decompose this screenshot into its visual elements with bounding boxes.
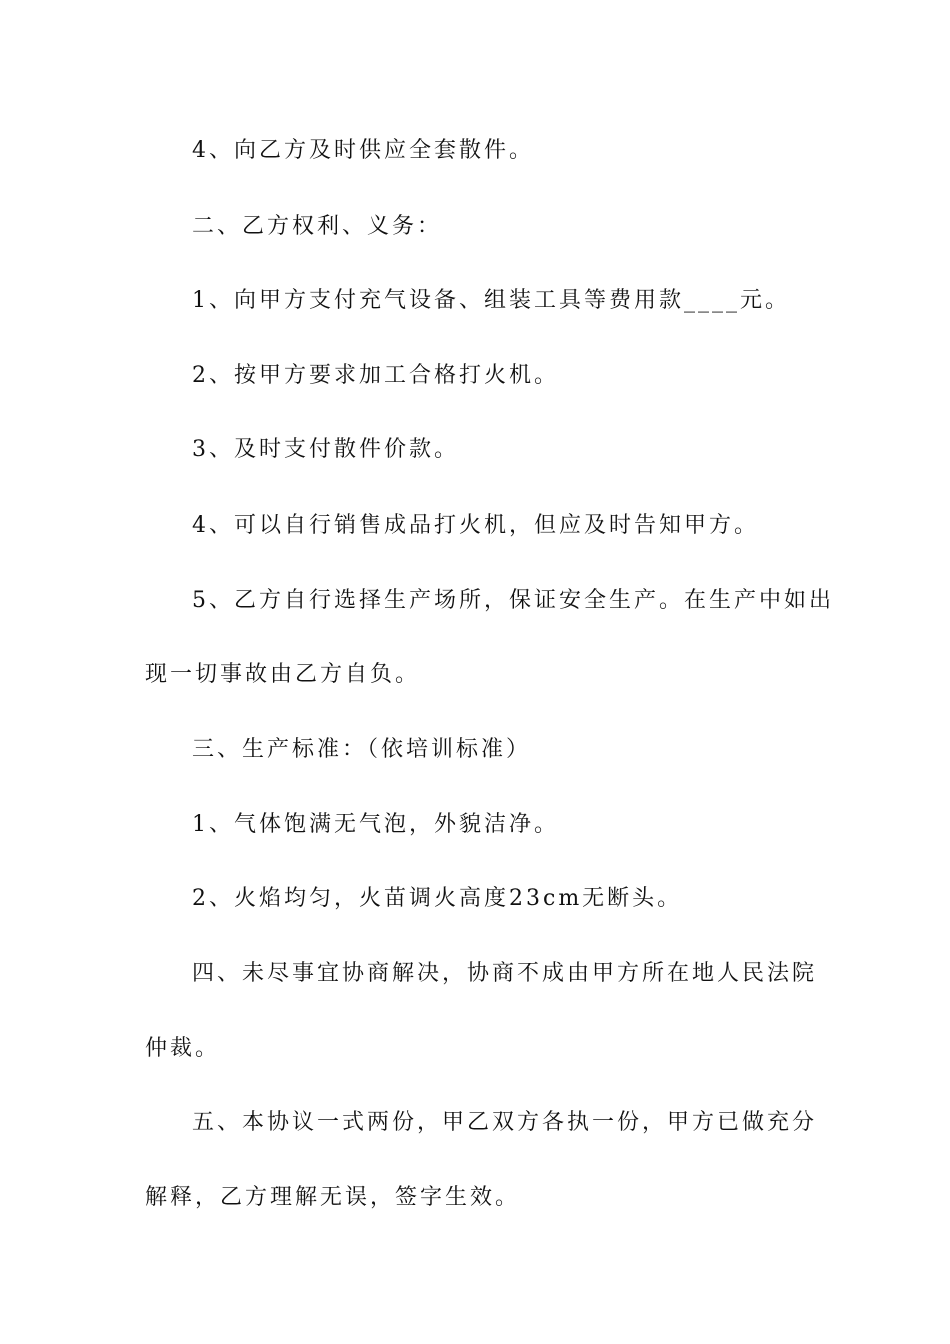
text-line: 1、气体饱满无气泡，外貌洁净。 xyxy=(192,812,559,837)
text-line: 3、及时支付散件价款。 xyxy=(192,437,459,462)
text-line: 2、按甲方要求加工合格打火机。 xyxy=(192,363,559,388)
section-heading: 五、本协议一式两份，甲乙双方各执一份，甲方已做充分 xyxy=(192,1110,818,1135)
text-line-continuation: 解释，乙方理解无误，签字生效。 xyxy=(145,1185,521,1210)
text-line: 4、向乙方及时供应全套散件。 xyxy=(192,138,534,163)
text-line: 4、可以自行销售成品打火机，但应及时告知甲方。 xyxy=(192,513,759,538)
section-heading: 三、生产标准：（依培训标准） xyxy=(192,737,532,762)
section-heading: 二、乙方权利、义务： xyxy=(192,214,443,239)
section-heading: 四、未尽事宜协商解决，协商不成由甲方所在地人民法院 xyxy=(192,961,818,986)
text-line: 2、火焰均匀，火苗调火高度23cm无断头。 xyxy=(192,886,683,911)
text-line-continuation: 现一切事故由乙方自负。 xyxy=(145,662,421,687)
text-line: 1、向甲方支付充气设备、组装工具等费用款____元。 xyxy=(192,288,790,313)
text-line-continuation: 仲裁。 xyxy=(145,1036,221,1061)
text-line: 5、乙方自行选择生产场所，保证安全生产。在生产中如出 xyxy=(192,588,834,613)
